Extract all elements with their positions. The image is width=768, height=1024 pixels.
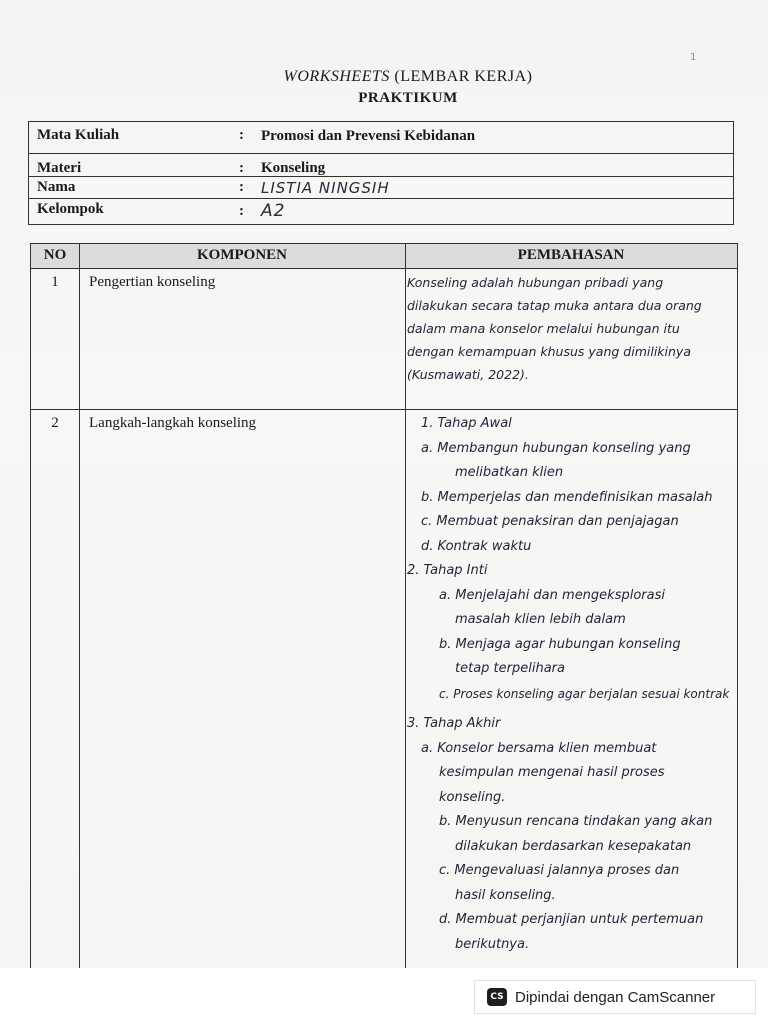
handwritten-line: d. Kontrak waktu [421, 538, 532, 554]
info-label: Kelompok [37, 201, 104, 217]
row-divider [31, 409, 737, 410]
handwritten-line: kesimpulan mengenai hasil proses [439, 765, 665, 780]
handwritten-line: dalam mana konselor melalui hubungan itu [407, 321, 680, 336]
handwritten-line: konseling. [439, 789, 506, 805]
title-rest: (LEMBAR KERJA) [389, 68, 533, 85]
handwritten-line: a. Menjelajahi dan mengeksplorasi [439, 587, 665, 603]
info-row-mata-kuliah [29, 122, 733, 154]
row-divider [31, 268, 737, 269]
info-colon: : [239, 179, 244, 195]
handwritten-line: 3. Tahap Akhir [407, 716, 501, 731]
info-colon: : [239, 203, 244, 219]
row-1-no: 1 [51, 274, 59, 290]
handwritten-line: d. Membuat perjanjian untuk pertemuan [439, 912, 704, 927]
worksheet-title [0, 68, 768, 86]
handwritten-line: dilakukan secara tatap muka antara dua orang [407, 298, 702, 313]
handwritten-line: b. Menjaga agar hubungan konseling [439, 636, 681, 652]
info-label: Nama [37, 179, 76, 195]
column-divider [79, 244, 80, 968]
info-colon: : [239, 160, 244, 176]
worksheet-table [30, 243, 738, 968]
handwritten-line: berikutnya. [455, 936, 530, 952]
row-2-komponen: Langkah-langkah konseling [89, 415, 257, 431]
info-row-nama [29, 177, 733, 199]
camscanner-icon: CS [487, 988, 507, 1006]
camscanner-text: Dipindai dengan CamScanner [515, 988, 716, 1006]
info-value-course: Promosi dan Prevensi Kebidanan [261, 128, 476, 144]
row-2-pembahasan-handwritten [407, 412, 737, 957]
info-label: Materi [37, 160, 82, 176]
handwritten-line: 1. Tahap Awal [421, 416, 512, 431]
header-pembahasan: PEMBAHASAN [517, 247, 625, 263]
info-table [28, 121, 734, 225]
handwritten-line: a. Konselor bersama klien membuat [421, 740, 657, 756]
row-2-no: 2 [51, 415, 59, 431]
info-value-name-handwritten: LISTIA NINGSIH [261, 179, 390, 197]
handwritten-line: dengan kemampuan khusus yang dimilikinya [407, 344, 691, 359]
row-1-komponen: Pengertian konseling [89, 274, 216, 290]
handwritten-line: melibatkan klien [455, 465, 564, 480]
handwritten-line: c. Mengevaluasi jalannya proses dan [439, 863, 680, 878]
handwritten-line: a. Membangun hubungan konseling yang [421, 440, 691, 456]
info-value-material: Konseling [261, 160, 326, 176]
worksheet-subtitle: PRAKTIKUM [358, 90, 458, 106]
info-row-kelompok [29, 199, 733, 226]
handwritten-line: dilakukan berdasarkan kesepakatan [455, 838, 692, 854]
row-1-pembahasan-handwritten [407, 271, 737, 386]
handwritten-line: c. Membuat penaksiran dan penjajagan [421, 514, 679, 529]
header-no: NO [43, 247, 67, 263]
handwritten-line: b. Memperjelas dan mendefinisikan masalah [421, 489, 713, 505]
handwritten-line: b. Menyusun rencana tindakan yang akan [439, 814, 713, 829]
handwritten-line: tetap terpelihara [455, 661, 565, 676]
handwritten-line: hasil konseling. [455, 887, 556, 903]
handwritten-line: c. Proses konseling agar berjalan sesuai kontrak [439, 686, 730, 701]
info-label: Mata Kuliah [37, 127, 120, 143]
title-italic: WORKSHEETS [283, 68, 390, 85]
info-colon: : [239, 127, 244, 143]
info-row-materi [29, 154, 733, 177]
info-value-group-handwritten: A2 [261, 201, 286, 221]
handwritten-line: 2. Tahap Inti [407, 563, 488, 578]
handwritten-line: masalah klien lebih dalam [455, 612, 626, 627]
page-mark: 1 [690, 52, 697, 63]
handwritten-line: Konseling adalah hubungan pribadi yang [407, 275, 664, 290]
header-komponen: KOMPONEN [197, 247, 287, 263]
column-divider [405, 244, 406, 968]
handwritten-line: (Kusmawati, 2022). [407, 367, 529, 382]
camscanner-watermark [474, 980, 756, 1014]
